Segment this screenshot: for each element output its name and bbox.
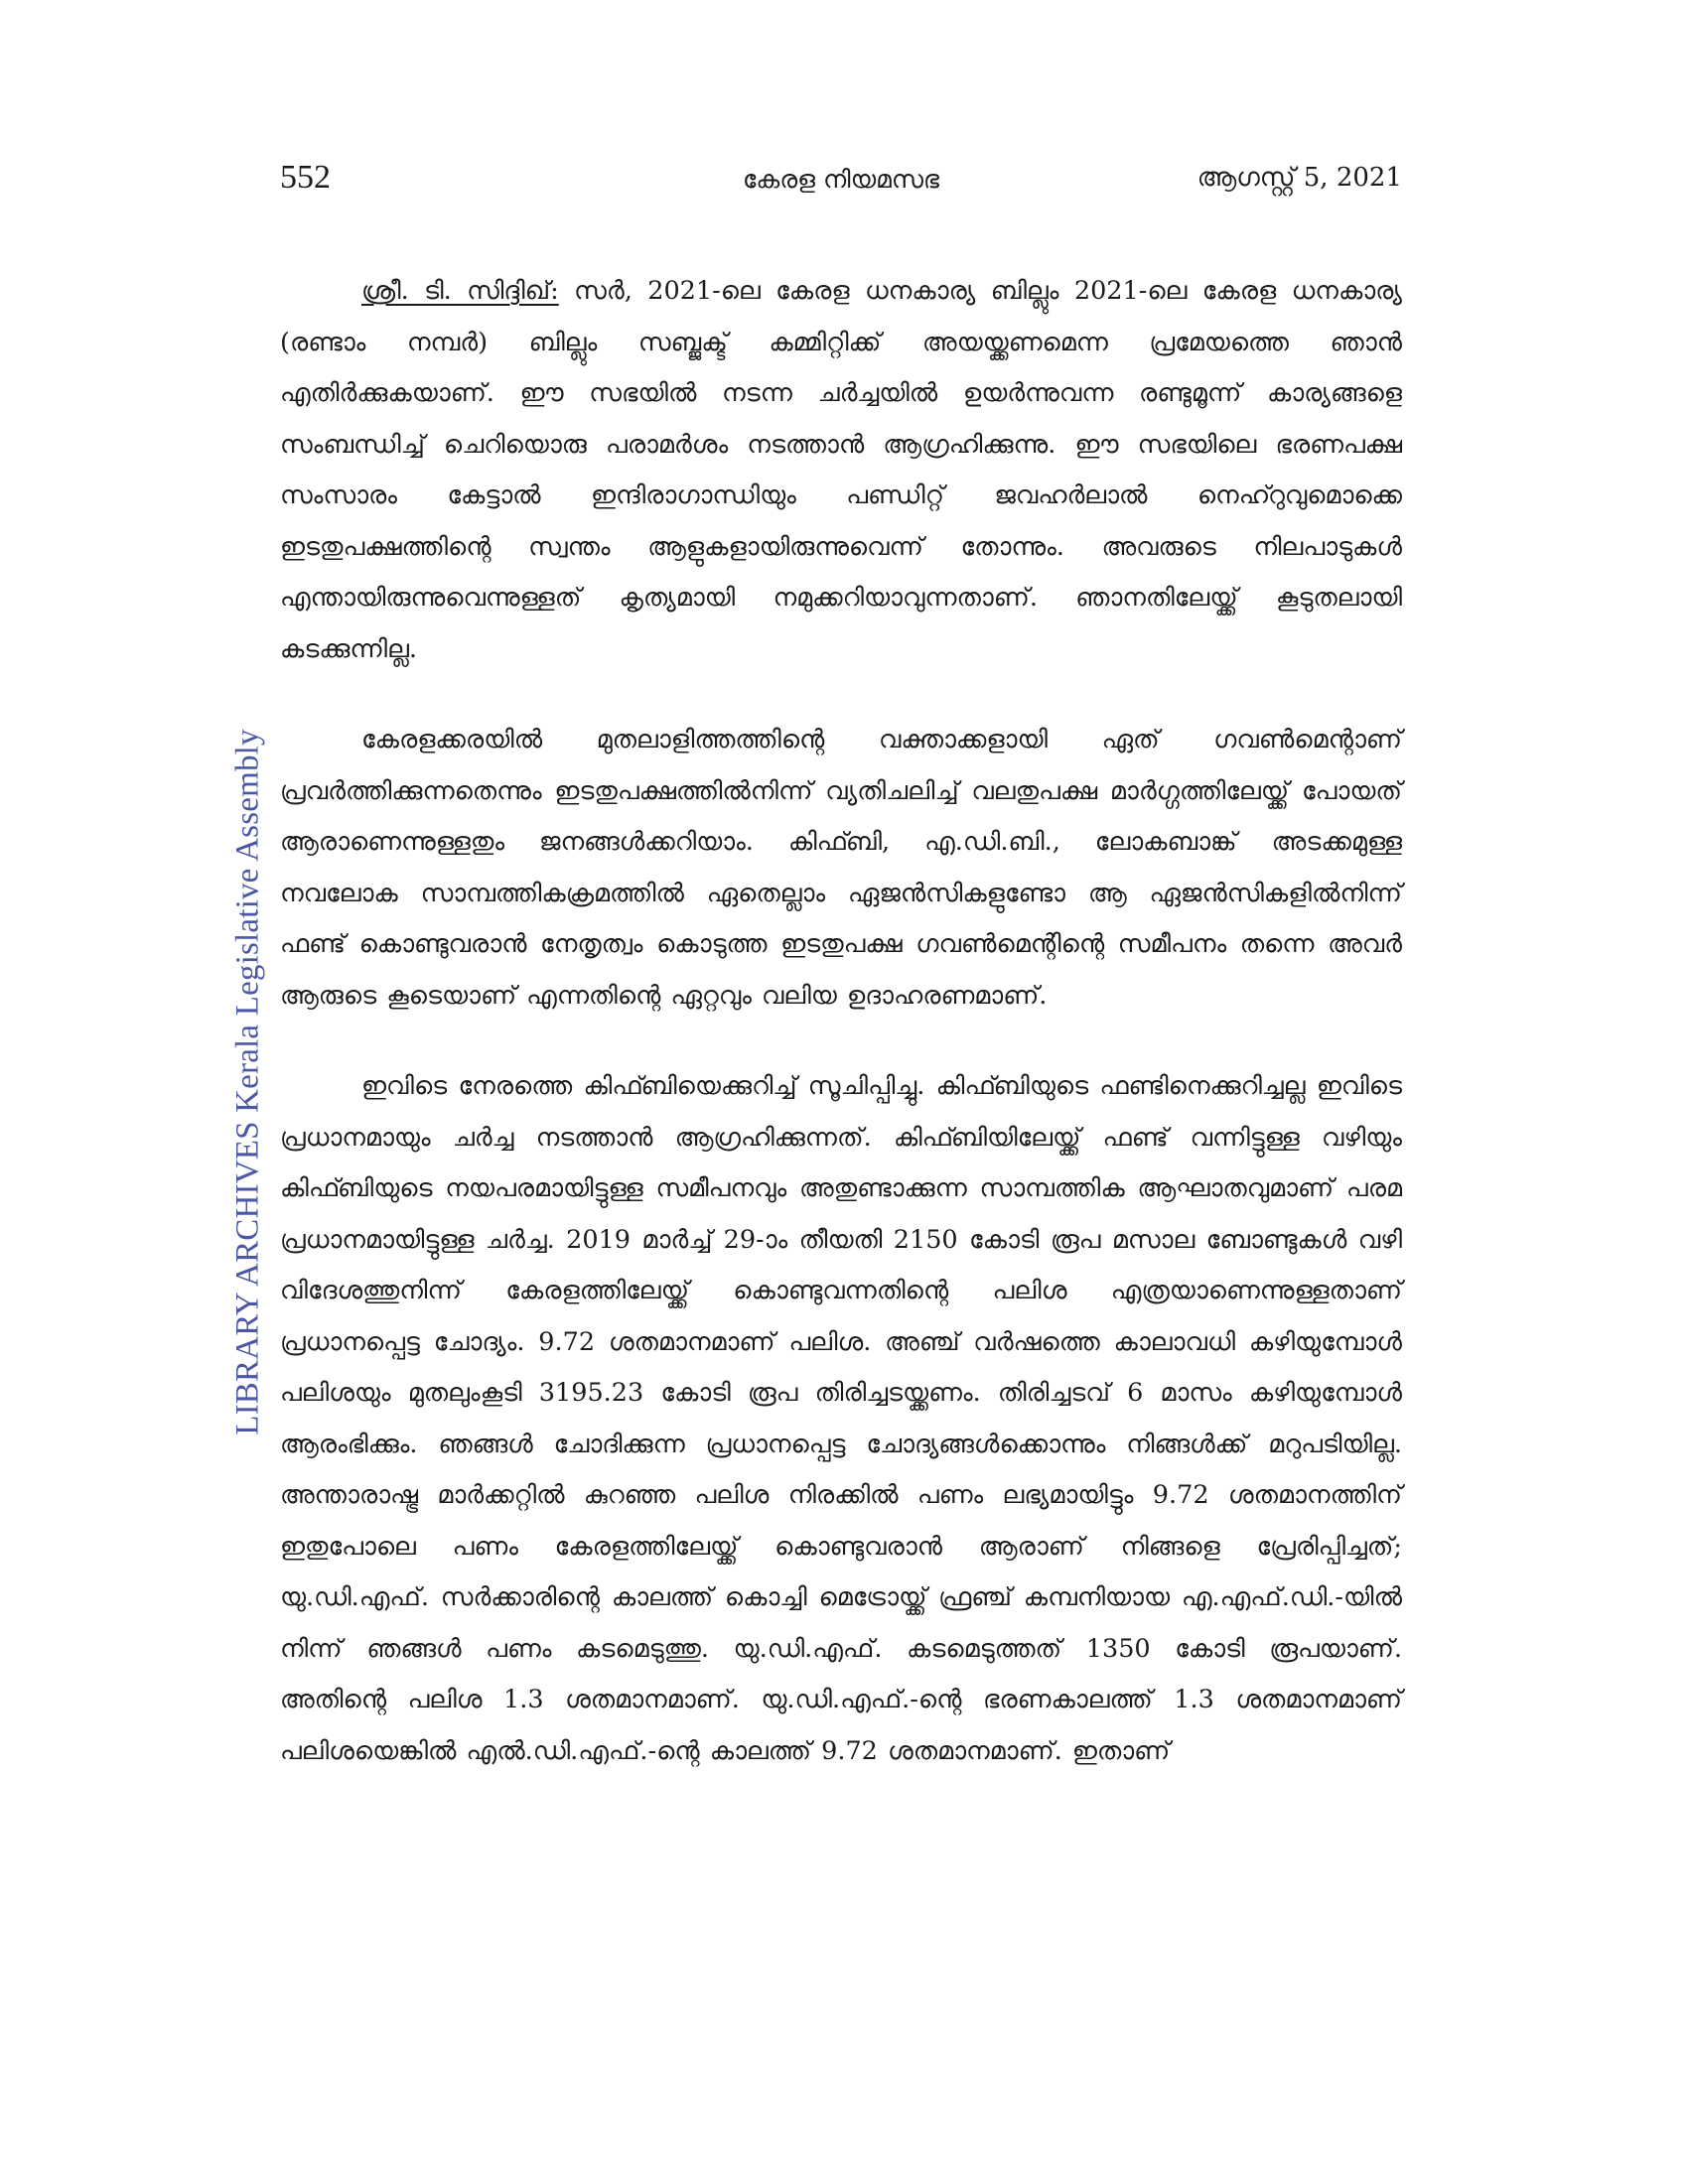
paragraph-1-text: സർ, 2021-ലെ കേരള ധനകാര്യ ബില്ലും 2021-ലെ കേരള ധനകാര്യ (രണ്ടാം നമ്പർ) ബില്ലും സബ്ജക്ട് കമ്മിറ്റിക്ക് അയയ്ക്കണമെന്ന പ്രമേയത്തെ ഞാൻ എതിർക്കുകയാണ്. ഈ സഭയിൽ നടന്ന ചർച്ചയിൽ ഉയർന്നുവന്ന രണ്ടുമൂന്ന് കാര്യങ്ങളെ സംബന്ധിച്ച് ചെറിയൊരു പരാമർശം നടത്താൻ ആഗ്രഹിക്കുന്നു. ഈ സഭയിലെ ഭരണപക്ഷ സംസാരം കേട്ടാൽ ഇന്ദിരാഗാന്ധിയും പണ്ഡിറ്റ് ജവഹർലാൽ നെഹ്റുവുമൊക്കെ ഇടതുപക്ഷത്തിന്റെ സ്വന്തം ആളുകളായിരുന്നുവെന്ന് തോന്നും. അവരുടെ നിലപാടുകൾ എന്തായിരുന്നുവെന്നുള്ളത് കൃത്യമായി നമുക്കറിയാവുന്നതാണ്. ഞാനതിലേയ്ക്ക് കൂടുതലായി കടക്കുന്നില്ല. (280, 276, 1403, 664)
page-header (280, 159, 1402, 208)
speaker-name: ശ്രീ. ടി. സിദ്ദിഖ്: (361, 276, 559, 306)
paragraph-3: ഇവിടെ നേരത്തെ കിഫ്ബിയെക്കുറിച്ച് സൂചിപ്പിച്ചു. കിഫ്ബിയുടെ ഫണ്ടിനെക്കുറിച്ചല്ല ഇവിടെ പ്രധാനമായും ചർച്ച നടത്താൻ ആഗ്രഹിക്കുന്നത്. കിഫ്ബിയിലേയ്ക്ക് ഫണ്ട് വന്നിട്ടുള്ള വഴിയും കിഫ്ബിയുടെ നയപരമായിട്ടുള്ള സമീപനവും അതുണ്ടാക്കുന്ന സാമ്പത്തിക ആഘാതവുമാണ് പരമ പ്രധാനമായിട്ടുള്ള ചർച്ച. 2019 മാർച്ച് 29-ാം തീയതി 2150 കോടി രൂപ മസാല ബോണ്ടുകൾ വഴി വിദേശത്തുനിന്ന് കേരളത്തിലേയ്ക്ക് കൊണ്ടുവന്നതിന്റെ പലിശ എത്രയാണെന്നുള്ളതാണ് പ്രധാനപ്പെട്ട ചോദ്യം. 9.72 ശതമാനമാണ് പലിശ. അഞ്ച് വർഷത്തെ കാലാവധി കഴിയുമ്പോൾ പലിശയും മുതലുംകൂടി 3195.23 കോടി രൂപ തിരിച്ചടയ്ക്കണം. തിരിച്ചടവ് 6 മാസം കഴിയുമ്പോൾ ആരംഭിക്കും. ഞങ്ങൾ ചോദിക്കുന്ന പ്രധാനപ്പെട്ട ചോദ്യങ്ങൾക്കൊന്നും നിങ്ങൾക്ക് മറുപടിയില്ല. അന്താരാഷ്ട്ര മാർക്കറ്റിൽ കുറഞ്ഞ പലിശ നിരക്കിൽ പണം ലഭ്യമായിട്ടും 9.72 ശതമാനത്തിന് ഇതുപോലെ പണം കേരളത്തിലേയ്ക്ക് കൊണ്ടുവരാൻ ആരാണ് നിങ്ങളെ പ്രേരിപ്പിച്ചത്; യു.ഡി.എഫ്. സർക്കാരിന്റെ കാലത്ത് കൊച്ചി മെട്രോയ്ക്ക് ഫ്രഞ്ച് കമ്പനിയായ എ.എഫ്.ഡി.-യിൽ നിന്ന് ഞങ്ങൾ പണം കടമെടുത്തു. യു.ഡി.എഫ്. കടമെടുത്തത് 1350 കോടി രൂപയാണ്. അതിന്റെ പലിശ 1.3 ശതമാനമാണ്. യു.ഡി.എഫ്.-ന്റെ ഭരണകാലത്ത് 1.3 ശതമാനമാണ് പലിശയെങ്കിൽ എൽ.ഡി.എഫ്.-ന്റെ കാലത്ത് 9.72 ശതമാനമാണ്. ഇതാണ് (280, 1071, 1402, 1766)
speech-body (280, 266, 1402, 1817)
header-date: ആഗസ്റ്റ് 5, 2021 (1196, 163, 1402, 193)
paragraph-2: കേരളക്കരയിൽ മുതലാളിത്തത്തിന്റെ വക്താക്കളായി ഏത് ഗവൺമെന്റാണ് പ്രവർത്തിക്കുന്നതെന്നും ഇടതുപക്ഷത്തിൽനിന്ന് വ്യതിചലിച്ച് വലതുപക്ഷ മാർഗ്ഗത്തിലേയ്ക്ക് പോയത് ആരാണെന്നുള്ളതും ജനങ്ങൾക്കറിയാം. കിഫ്ബി, എ.ഡി.ബി., ലോകബാങ്ക് അടക്കമുള്ള നവലോക സാമ്പത്തികക്രമത്തിൽ ഏതെല്ലാം ഏജൻസികളുണ്ടോ ആ ഏജൻസികളിൽനിന്ന് ഫണ്ട് കൊണ്ടുവരാൻ നേതൃത്വം കൊടുത്ത ഇടതുപക്ഷ ഗവൺമെന്റിന്റെ സമീപനം തന്നെ അവർ ആരുടെ കൂടെയാണ് എന്നതിന്റെ ഏറ്റവും വലിയ ഉദാഹരണമാണ്. (280, 725, 1402, 1011)
page-number: 552 (280, 159, 331, 196)
archive-watermark: LIBRARY ARCHIVES Kerala Legislative Assembly (229, 729, 266, 1435)
paragraph-1 (280, 266, 1402, 675)
running-title: കേരള നിയമസഭ (743, 165, 939, 194)
